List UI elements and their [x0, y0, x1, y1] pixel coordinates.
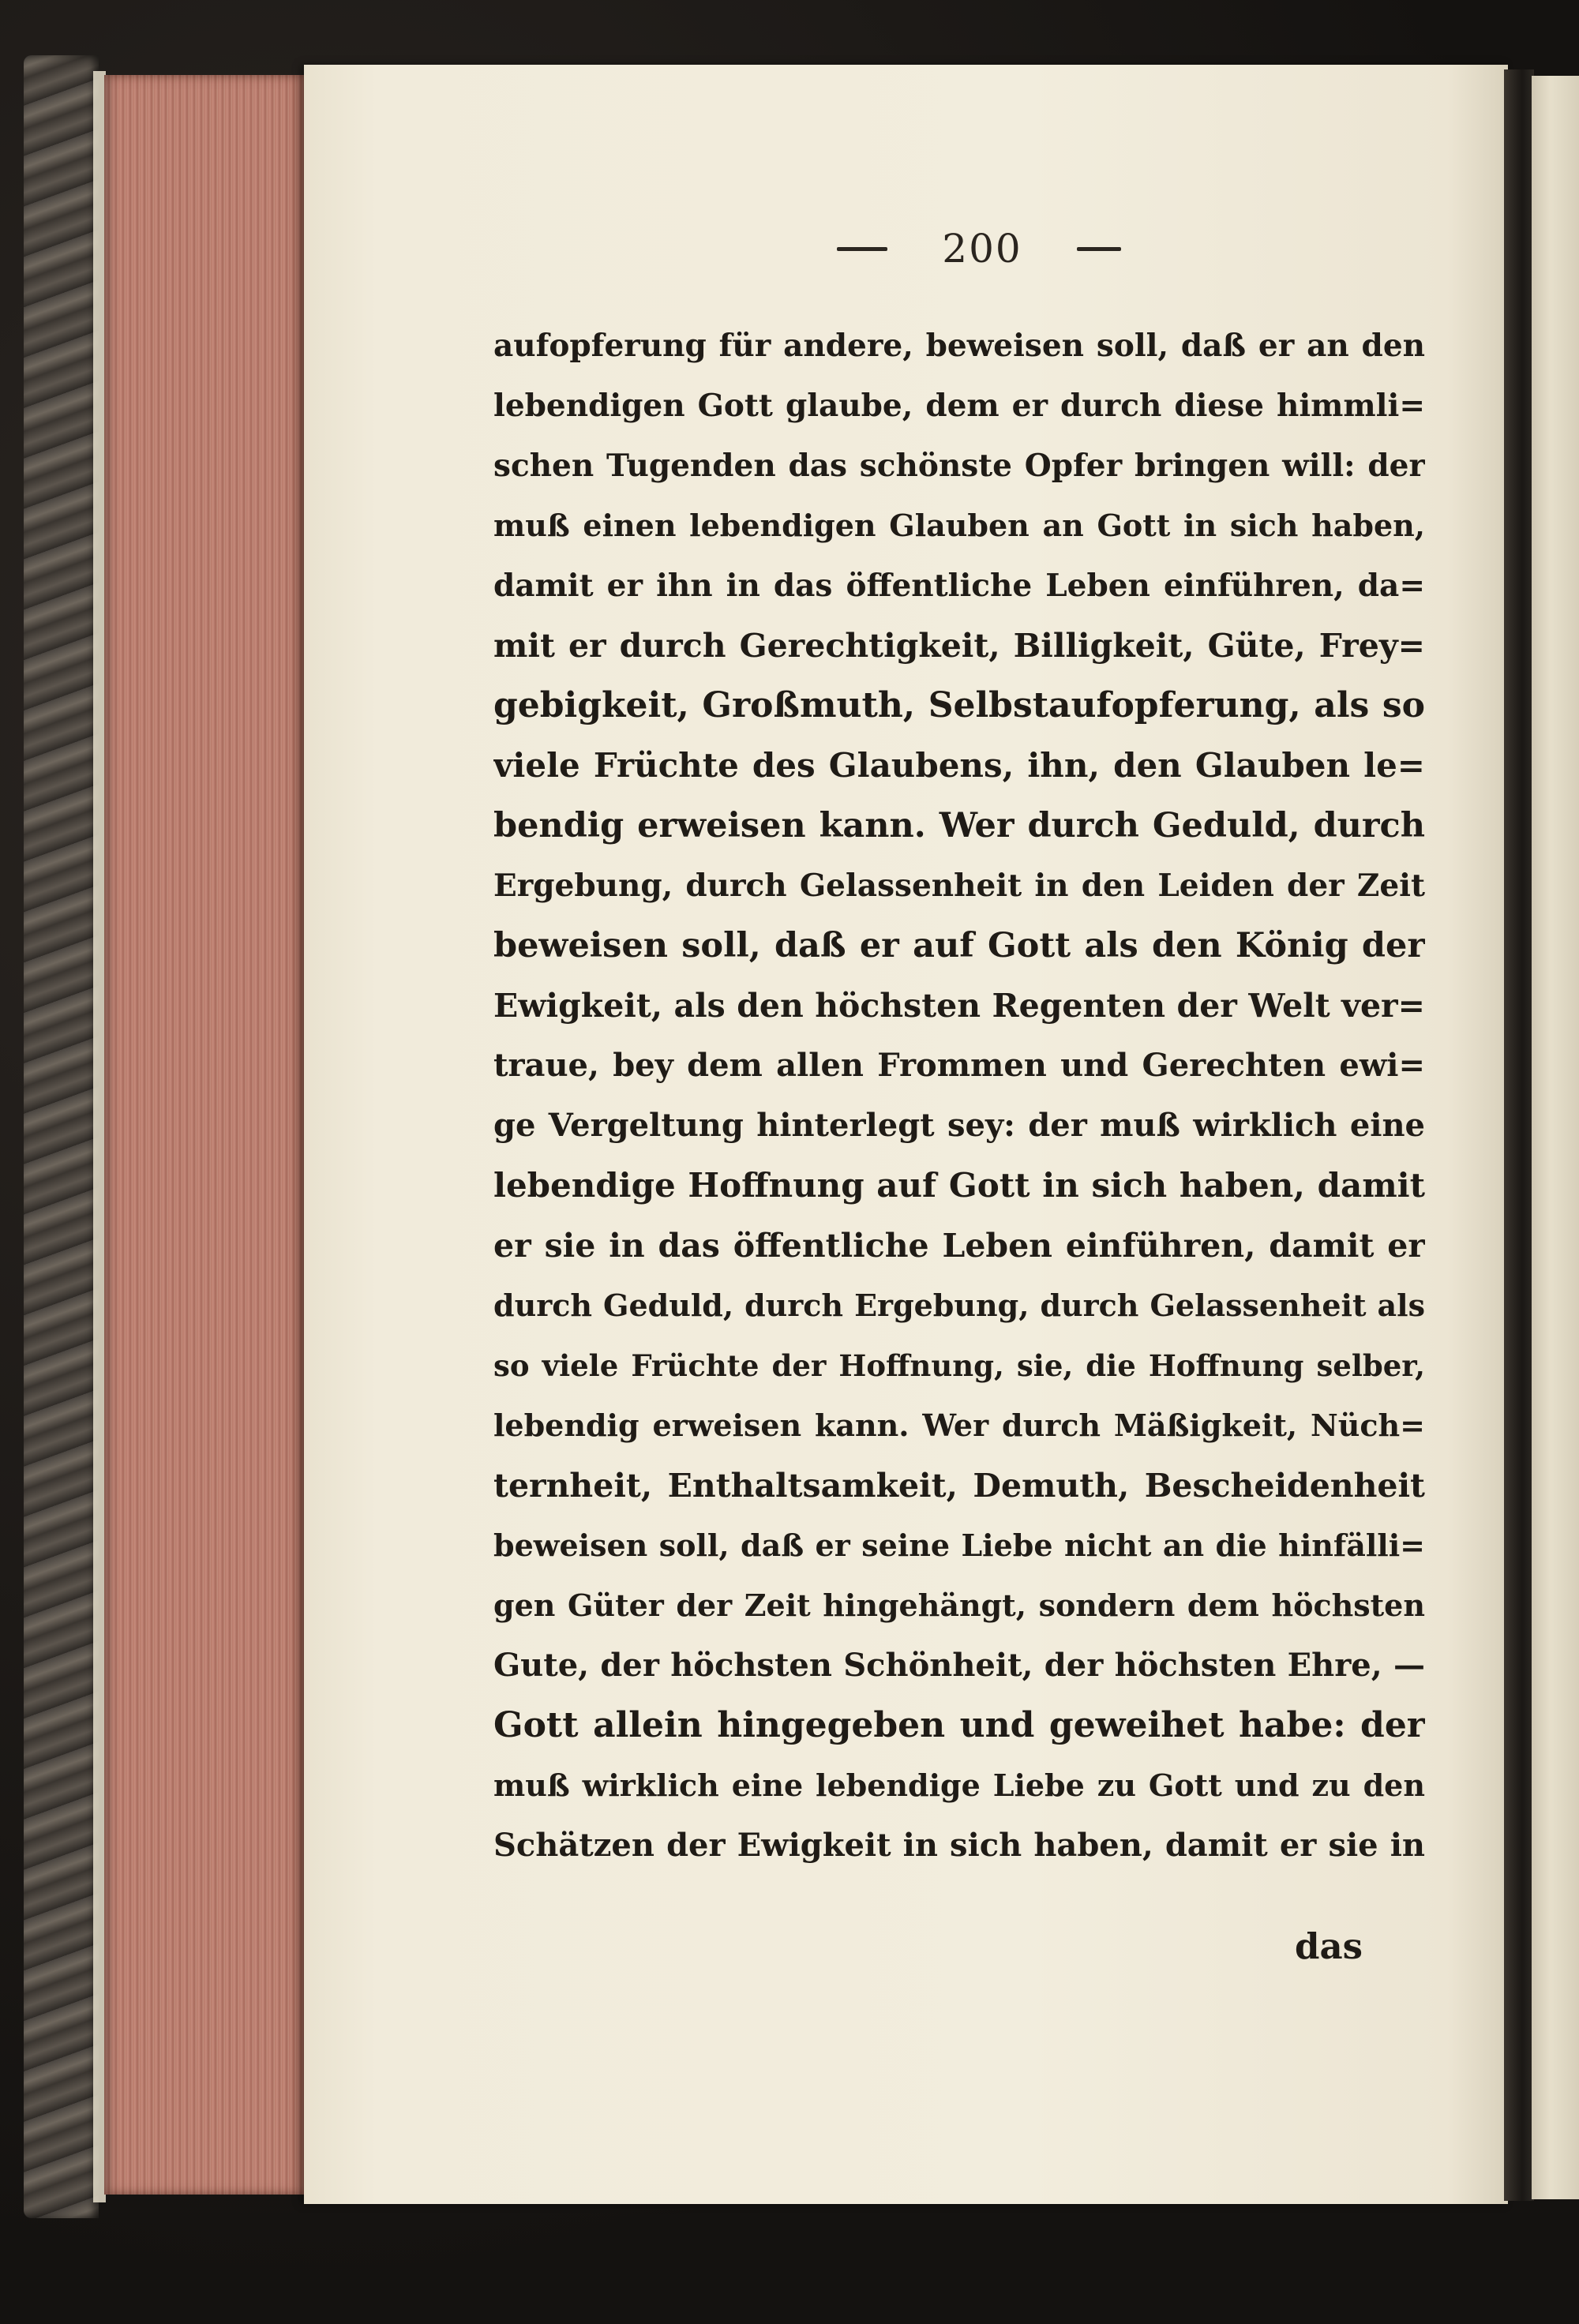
text-line: Ewigkeit, als den höchsten Regenten der Welt ver= [493, 987, 1425, 1025]
marbled-cover [24, 55, 99, 2218]
catchword: das [1295, 1925, 1363, 1967]
text-line: ternheit, Enthaltsamkeit, Demuth, Bescheidenheit [493, 1467, 1425, 1505]
text-line: gen Güter der Zeit hingehängt, sondern dem höchsten [493, 1587, 1425, 1623]
text-line: Ergebung, durch Gelassenheit in den Leiden der Zeit [493, 868, 1425, 904]
running-head [837, 221, 1121, 276]
book-gutter [1504, 69, 1534, 2201]
text-line: Gute, der höchsten Schönheit, der höchsten Ehre, — [493, 1647, 1425, 1684]
text-line: muß wirklich eine lebendige Liebe zu Gott und zu den [493, 1767, 1425, 1803]
facing-page-sliver [1532, 76, 1579, 2199]
text-line: schen Tugenden das schönste Opfer bringen will: der [493, 448, 1425, 484]
text-line: beweisen soll, daß er seine Liebe nicht an die hinfälli= [493, 1527, 1425, 1563]
text-line: muß einen lebendigen Glauben an Gott in sich haben, [493, 508, 1425, 543]
text-line: lebendigen Gott glaube, dem er durch diese himmli= [493, 388, 1425, 424]
text-line: Schätzen der Ewigkeit in sich haben, damit er sie in [493, 1827, 1425, 1864]
text-line: so viele Früchte der Hoffnung, sie, die Hoffnung selber, [493, 1348, 1425, 1383]
text-line: viele Früchte des Glaubens, ihn, den Glauben le= [493, 746, 1425, 785]
page-block-edges [104, 75, 306, 2195]
text-line: beweisen soll, daß er auf Gott als den König der [493, 926, 1425, 965]
text-line: lebendige Hoffnung auf Gott in sich haben, damit [493, 1166, 1425, 1205]
page-number: 200 [942, 226, 1022, 272]
text-line: traue, bey dem allen Frommen und Gerechten ewi= [493, 1047, 1425, 1084]
text-line: aufopferung für andere, beweisen soll, daß er an den [493, 328, 1425, 364]
body-text [493, 316, 1425, 1876]
text-line: durch Geduld, durch Ergebung, durch Gelassenheit als [493, 1288, 1425, 1323]
text-line: gebigkeit, Großmuth, Selbstaufopferung, als so [493, 685, 1425, 725]
text-line: lebendig erweisen kann. Wer durch Mäßigkeit, Nüch= [493, 1408, 1425, 1443]
header-dash-right [1077, 247, 1121, 251]
text-line: ge Vergeltung hinterlegt sey: der muß wirklich eine [493, 1107, 1425, 1144]
text-line: Gott allein hingegeben und geweihet habe: der [493, 1705, 1425, 1745]
text-line: er sie in das öffentliche Leben einführen, damit er [493, 1227, 1425, 1265]
header-dash-left [837, 247, 887, 251]
text-line: bendig erweisen kann. Wer durch Geduld, durch [493, 806, 1425, 845]
text-line: damit er ihn in das öffentliche Leben einführen, da= [493, 568, 1425, 604]
text-line: mit er durch Gerechtigkeit, Billigkeit, Güte, Frey= [493, 627, 1425, 665]
